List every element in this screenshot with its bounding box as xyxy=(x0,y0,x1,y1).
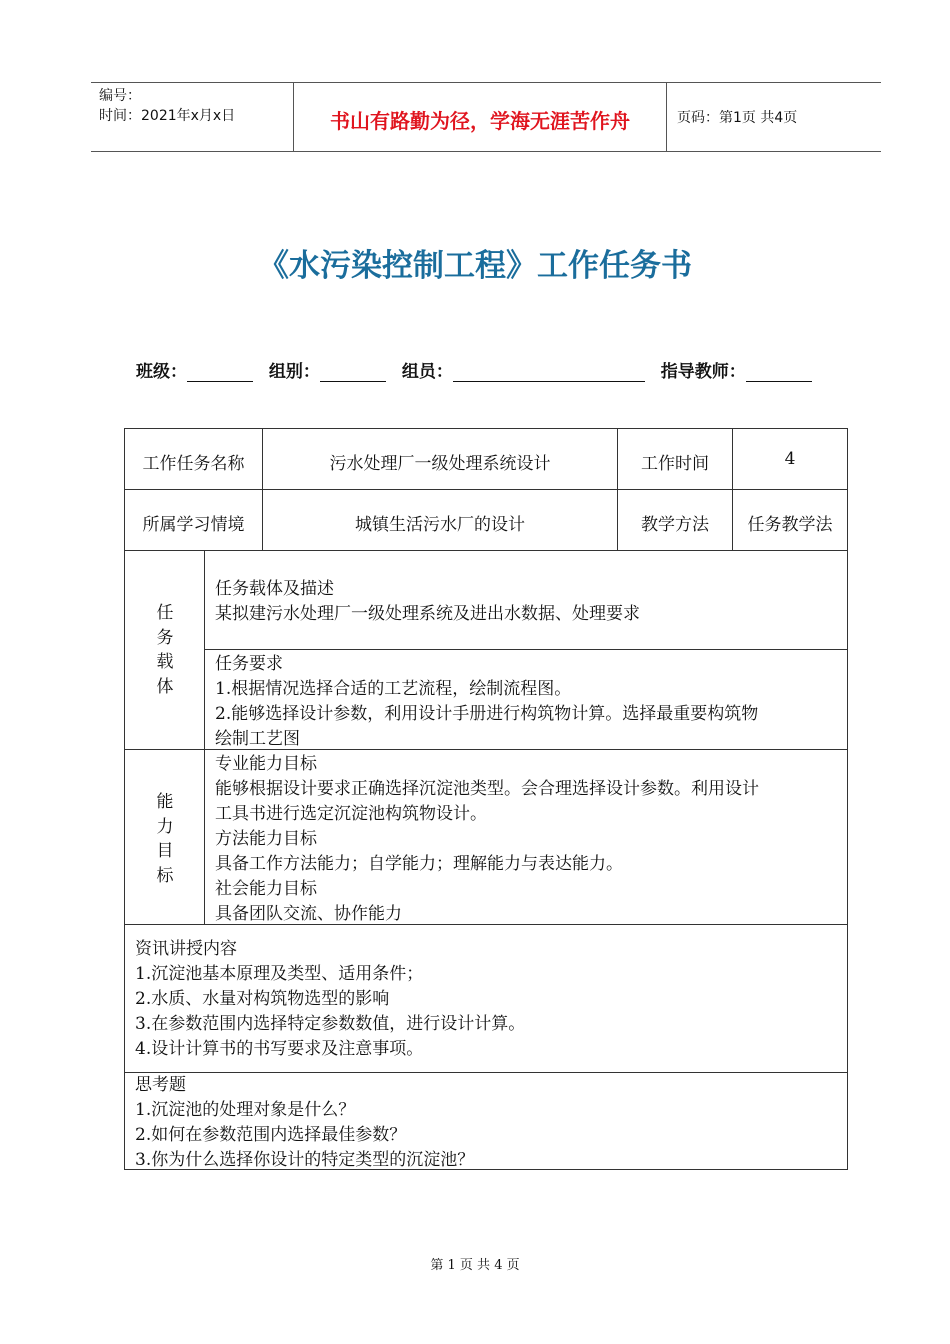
label-char: 载 xyxy=(156,652,174,672)
page-footer: 第 1 页 共 4 页 xyxy=(430,1258,520,1273)
social-ability-text: 具备团队交流、协作能力 xyxy=(215,904,402,924)
learning-context-label: 所属学习情境 xyxy=(142,515,245,535)
page-number-label: 页码：第1页 共4页 xyxy=(677,110,798,126)
task-table xyxy=(124,428,848,1170)
task-carrier-label xyxy=(155,601,175,699)
document-title: 《水污染控制工程》工作任务书 xyxy=(258,248,692,284)
document-number-label: 编号： xyxy=(99,88,141,104)
question-item: 3.你为什么选择你设计的特定类型的沉淀池？ xyxy=(135,1150,475,1170)
class-blank xyxy=(187,363,253,382)
professional-ability-text-cont: 工具书进行选定沉淀池构筑物设计。 xyxy=(215,804,487,824)
teacher-label: 指导教师： xyxy=(660,362,746,382)
class-label: 班级： xyxy=(136,362,187,382)
task-requirements-title: 任务要求 xyxy=(215,654,283,674)
questions-title: 思考题 xyxy=(135,1075,186,1095)
group-label: 组别： xyxy=(268,362,320,382)
method-ability-text: 具备工作方法能力；自学能力；理解能力与表达能力。 xyxy=(215,854,623,874)
method-ability-title: 方法能力目标 xyxy=(215,829,317,849)
label-char: 力 xyxy=(156,816,174,837)
label-char: 任 xyxy=(156,603,174,623)
task-name-value: 污水处理厂一级处理系统设计 xyxy=(329,454,551,474)
label-char: 目 xyxy=(156,841,174,861)
document-time-label: 时间：2021年x月x日 xyxy=(99,108,236,124)
carrier-desc-title: 任务载体及描述 xyxy=(215,579,334,599)
work-time-value: 4 xyxy=(784,449,796,469)
social-ability-title: 社会能力目标 xyxy=(215,879,317,899)
members-blank xyxy=(453,363,645,382)
members-label: 组员： xyxy=(401,362,453,382)
label-char: 务 xyxy=(156,627,174,648)
task-requirement-2-cont: 绘制工艺图 xyxy=(215,729,300,749)
task-requirement-2: 2.能够选择设计参数，利用设计手册进行构筑物计算。选择最重要构筑物 xyxy=(215,704,759,724)
professional-ability-text: 能够根据设计要求正确选择沉淀池类型。会合理选择设计参数。利用设计 xyxy=(215,779,759,799)
learning-context-value: 城镇生活污水厂的设计 xyxy=(355,515,525,535)
student-info-line xyxy=(136,357,822,382)
label-char: 能 xyxy=(156,792,174,812)
work-time-label: 工作时间 xyxy=(641,454,709,474)
header-meta-cell xyxy=(91,83,294,151)
lecture-item: 4.设计计算书的书写要求及注意事项。 xyxy=(135,1039,424,1059)
task-requirement-1: 1.根据情况选择合适的工艺流程，绘制流程图。 xyxy=(215,679,572,699)
header-page-cell xyxy=(667,83,881,151)
teaching-method-label: 教学方法 xyxy=(641,515,709,535)
lecture-item: 3.在参数范围内选择特定参数数值，进行设计计算。 xyxy=(135,1014,526,1034)
lecture-content-title: 资讯讲授内容 xyxy=(135,939,237,959)
label-char: 标 xyxy=(156,865,174,886)
lecture-item: 1.沉淀池基本原理及类型、适用条件； xyxy=(135,964,424,984)
professional-ability-title: 专业能力目标 xyxy=(215,754,317,774)
teaching-method-value: 任务教学法 xyxy=(747,515,833,535)
question-item: 1.沉淀池的处理对象是什么？ xyxy=(135,1100,356,1120)
teacher-blank xyxy=(746,363,812,382)
motto-text: 书山有路勤为径，学海无涯苦作舟 xyxy=(330,109,630,133)
group-blank xyxy=(320,363,386,382)
question-item: 2.如何在参数范围内选择最佳参数？ xyxy=(135,1125,407,1145)
lecture-item: 2.水质、水量对构筑物选型的影响 xyxy=(135,989,390,1009)
label-char: 体 xyxy=(156,676,174,697)
carrier-desc-text: 某拟建污水处理厂一级处理系统及进出水数据、处理要求 xyxy=(215,604,640,624)
task-name-label: 工作任务名称 xyxy=(142,454,245,474)
page-header xyxy=(91,82,881,152)
ability-goals-label xyxy=(155,790,175,888)
header-motto-cell xyxy=(294,83,667,151)
